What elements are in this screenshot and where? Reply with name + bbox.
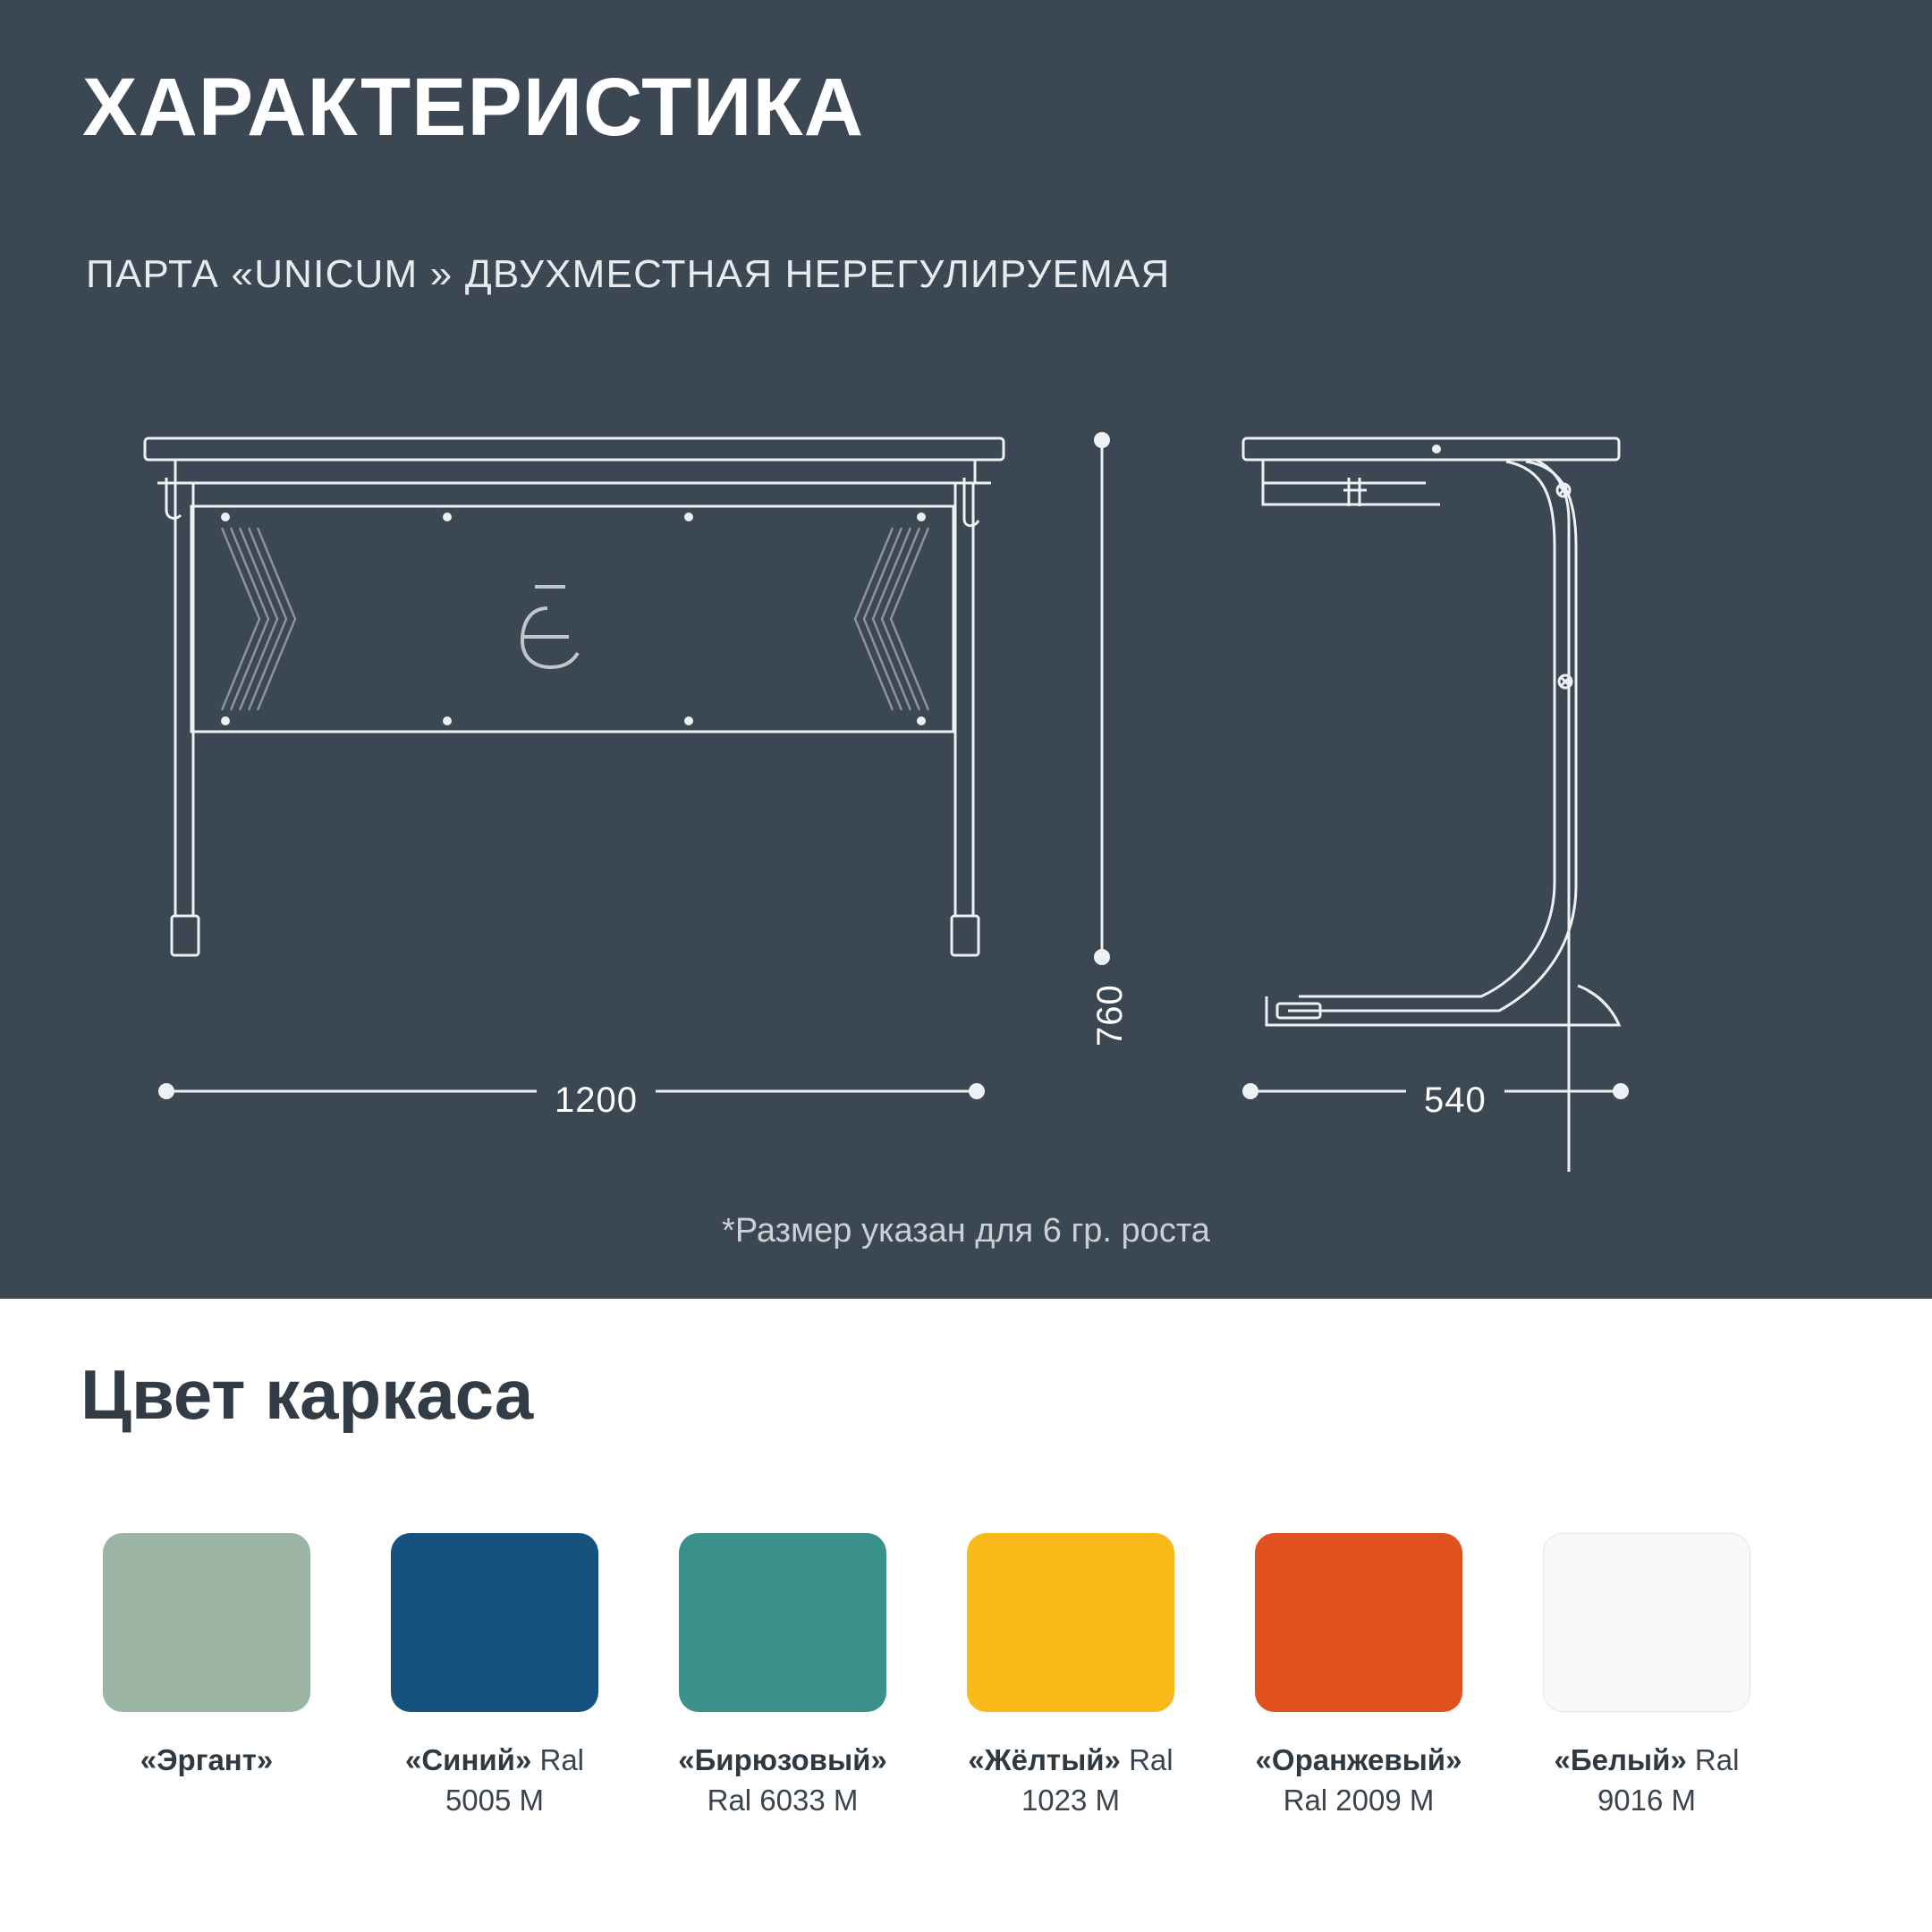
color-swatch-ergant[interactable] (89, 1533, 324, 1820)
swatch-chip[interactable] (391, 1533, 598, 1712)
dimension-height-label: 760 (1090, 984, 1130, 1046)
dimension-width-label: 1200 (537, 1080, 656, 1121)
swatch-chip[interactable] (679, 1533, 886, 1712)
height-dimension (1094, 432, 1110, 965)
swatch-code: Ral 6033 M (707, 1783, 859, 1817)
swatch-code: Ral 2009 M (1283, 1783, 1435, 1817)
swatch-name: «Белый» (1554, 1743, 1687, 1776)
swatch-caption (665, 1741, 900, 1820)
swatch-name: «Эргант» (140, 1743, 274, 1776)
page-title: ХАРАКТЕРИСТИКА (82, 62, 865, 153)
swatch-caption (953, 1741, 1188, 1820)
swatch-name: «Бирюзовый» (678, 1743, 887, 1776)
swatch-code: Ral 1023 M (1021, 1743, 1174, 1817)
color-swatch-white[interactable] (1530, 1533, 1764, 1820)
swatch-caption (1530, 1741, 1764, 1820)
swatch-name: «Жёлтый» (968, 1743, 1121, 1776)
swatch-chip[interactable] (967, 1533, 1174, 1712)
dimension-depth-label: 540 (1406, 1080, 1504, 1121)
swatch-code: Ral 9016 M (1597, 1743, 1740, 1817)
color-swatch-turquoise[interactable] (665, 1533, 900, 1820)
color-swatch-yellow[interactable] (953, 1533, 1188, 1820)
size-note: *Размер указан для 6 гр. роста (722, 1212, 1210, 1250)
swatch-chip[interactable] (1255, 1533, 1462, 1712)
swatch-code: Ral 5005 M (445, 1743, 585, 1817)
color-swatch-orange[interactable] (1241, 1533, 1476, 1820)
color-swatch-blue[interactable] (377, 1533, 612, 1820)
side-view-group (1243, 438, 1619, 1172)
swatch-name: «Оранжевый» (1255, 1743, 1462, 1776)
swatch-chip[interactable] (103, 1533, 310, 1712)
frame-color-panel (0, 1299, 1932, 1932)
technical-drawings (0, 385, 1932, 1172)
swatch-chip[interactable] (1543, 1533, 1750, 1712)
front-view-group (145, 438, 1004, 955)
swatch-caption (1241, 1741, 1476, 1820)
swatch-name: «Синий» (404, 1743, 532, 1776)
product-subtitle: ПАРТА «UNICUM » ДВУХМЕСТНАЯ НЕРЕГУЛИРУЕМАЯ (86, 252, 1171, 296)
swatch-caption (377, 1741, 612, 1820)
swatch-caption (89, 1741, 324, 1781)
color-swatch-list (89, 1533, 1860, 1820)
front-view-drawing (0, 385, 1932, 1172)
color-section-title: Цвет каркаса (80, 1355, 534, 1434)
